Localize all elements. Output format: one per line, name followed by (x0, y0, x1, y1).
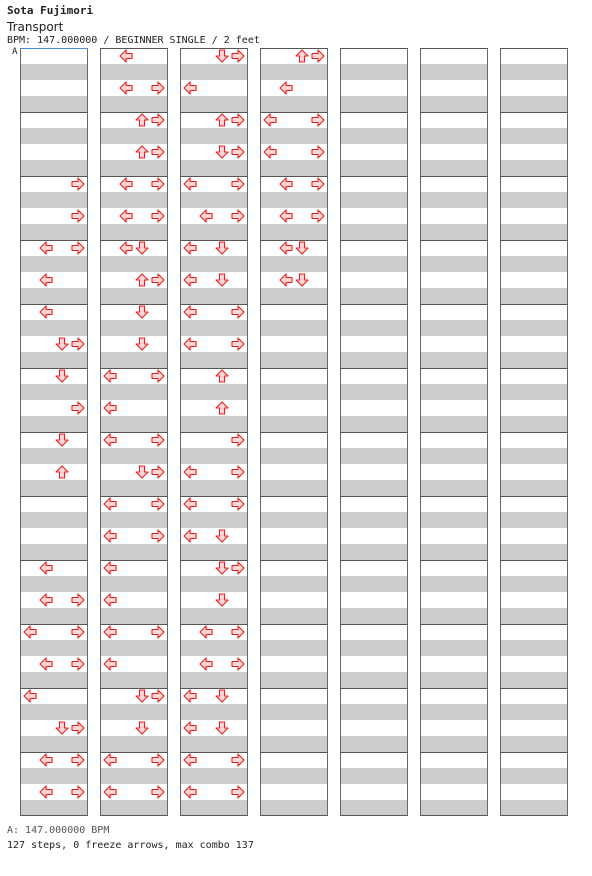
measure-line (341, 560, 407, 561)
measure-line (341, 432, 407, 433)
measure-line (21, 304, 87, 305)
down-arrow-icon (215, 721, 229, 735)
measure-line (341, 48, 407, 49)
measure-line (21, 112, 87, 113)
right-arrow-icon (151, 785, 165, 799)
right-arrow-icon (151, 465, 165, 479)
left-arrow-icon (183, 305, 197, 319)
measure-line (341, 176, 407, 177)
measure-line (421, 368, 487, 369)
up-arrow-icon (215, 369, 229, 383)
right-arrow-icon (311, 49, 325, 63)
left-arrow-icon (103, 753, 117, 767)
left-arrow-icon (183, 81, 197, 95)
measure-line (261, 624, 327, 625)
left-arrow-icon (199, 625, 213, 639)
right-arrow-icon (71, 721, 85, 735)
left-arrow-icon (183, 273, 197, 287)
measure-line (501, 176, 567, 177)
measure-line (501, 368, 567, 369)
bpm-legend: A: 147.000000 BPM (7, 825, 110, 836)
down-arrow-icon (295, 273, 309, 287)
left-arrow-icon (23, 689, 37, 703)
right-arrow-icon (71, 593, 85, 607)
right-arrow-icon (151, 689, 165, 703)
left-arrow-icon (39, 241, 53, 255)
measure-line (421, 624, 487, 625)
right-arrow-icon (231, 49, 245, 63)
right-arrow-icon (231, 561, 245, 575)
right-arrow-icon (231, 113, 245, 127)
right-arrow-icon (151, 529, 165, 543)
left-arrow-icon (279, 273, 293, 287)
measure-line (341, 624, 407, 625)
measure-line (421, 688, 487, 689)
measure-line (261, 752, 327, 753)
up-arrow-icon (135, 273, 149, 287)
measure-line (101, 304, 167, 305)
right-arrow-icon (151, 753, 165, 767)
down-arrow-icon (215, 689, 229, 703)
left-arrow-icon (103, 401, 117, 415)
left-arrow-icon (39, 785, 53, 799)
left-arrow-icon (103, 785, 117, 799)
measure-line (21, 432, 87, 433)
left-arrow-icon (39, 657, 53, 671)
measure-line (21, 368, 87, 369)
measure-line (261, 815, 327, 816)
measure-line (261, 432, 327, 433)
up-arrow-icon (135, 145, 149, 159)
right-arrow-icon (151, 177, 165, 191)
right-arrow-icon (231, 177, 245, 191)
left-arrow-icon (183, 785, 197, 799)
right-arrow-icon (151, 113, 165, 127)
left-arrow-icon (183, 529, 197, 543)
measure-line (501, 112, 567, 113)
measure-line (261, 368, 327, 369)
measure-line (21, 496, 87, 497)
left-arrow-icon (279, 241, 293, 255)
right-arrow-icon (151, 497, 165, 511)
left-arrow-icon (103, 561, 117, 575)
measure-line (261, 304, 327, 305)
measure-line (341, 688, 407, 689)
bpm-marker-label: A (12, 47, 18, 57)
left-arrow-icon (39, 753, 53, 767)
left-arrow-icon (103, 593, 117, 607)
measure-line (341, 815, 407, 816)
right-arrow-icon (231, 657, 245, 671)
measure-line (421, 560, 487, 561)
left-arrow-icon (183, 497, 197, 511)
measure-line (341, 752, 407, 753)
right-arrow-icon (231, 305, 245, 319)
measure-line (421, 48, 487, 49)
right-arrow-icon (311, 209, 325, 223)
up-arrow-icon (215, 113, 229, 127)
measure-line (181, 368, 247, 369)
left-arrow-icon (199, 209, 213, 223)
right-arrow-icon (71, 241, 85, 255)
up-arrow-icon (215, 401, 229, 415)
down-arrow-icon (215, 529, 229, 543)
measure-line (501, 304, 567, 305)
measure-line (501, 240, 567, 241)
right-arrow-icon (71, 209, 85, 223)
down-arrow-icon (135, 241, 149, 255)
left-arrow-icon (119, 209, 133, 223)
measure-line (501, 688, 567, 689)
measure-line (501, 560, 567, 561)
measure-line (261, 560, 327, 561)
down-arrow-icon (55, 721, 69, 735)
measure-line (421, 112, 487, 113)
right-arrow-icon (151, 273, 165, 287)
measure-line (501, 48, 567, 49)
measure-line (181, 815, 247, 816)
right-arrow-icon (231, 433, 245, 447)
right-arrow-icon (151, 145, 165, 159)
left-arrow-icon (183, 753, 197, 767)
right-arrow-icon (231, 497, 245, 511)
left-arrow-icon (103, 529, 117, 543)
right-arrow-icon (231, 753, 245, 767)
bpm-change-line (20, 48, 88, 49)
measure-line (421, 176, 487, 177)
left-arrow-icon (279, 209, 293, 223)
down-arrow-icon (135, 689, 149, 703)
right-arrow-icon (71, 177, 85, 191)
measure-line (421, 304, 487, 305)
left-arrow-icon (23, 625, 37, 639)
left-arrow-icon (119, 241, 133, 255)
right-arrow-icon (151, 209, 165, 223)
measure-line (421, 496, 487, 497)
down-arrow-icon (55, 433, 69, 447)
down-arrow-icon (215, 49, 229, 63)
right-arrow-icon (231, 625, 245, 639)
chart-column (500, 48, 568, 816)
right-arrow-icon (71, 753, 85, 767)
left-arrow-icon (279, 177, 293, 191)
down-arrow-icon (135, 337, 149, 351)
right-arrow-icon (311, 177, 325, 191)
right-arrow-icon (71, 337, 85, 351)
left-arrow-icon (263, 145, 277, 159)
measure-line (421, 752, 487, 753)
right-arrow-icon (71, 625, 85, 639)
measure-line (421, 432, 487, 433)
left-arrow-icon (183, 721, 197, 735)
right-arrow-icon (231, 209, 245, 223)
up-arrow-icon (55, 465, 69, 479)
chart-column (260, 48, 328, 816)
left-arrow-icon (119, 177, 133, 191)
left-arrow-icon (119, 81, 133, 95)
measure-line (421, 240, 487, 241)
right-arrow-icon (71, 401, 85, 415)
measure-line (261, 688, 327, 689)
right-arrow-icon (231, 145, 245, 159)
right-arrow-icon (151, 625, 165, 639)
measure-line (21, 560, 87, 561)
down-arrow-icon (295, 241, 309, 255)
right-arrow-icon (231, 337, 245, 351)
left-arrow-icon (119, 49, 133, 63)
up-arrow-icon (135, 113, 149, 127)
measure-line (101, 48, 167, 49)
measure-line (21, 815, 87, 816)
down-arrow-icon (135, 305, 149, 319)
chart-meta: BPM: 147.000000 / BEGINNER SINGLE / 2 feet (7, 35, 260, 46)
left-arrow-icon (39, 561, 53, 575)
measure-line (341, 240, 407, 241)
measure-line (501, 624, 567, 625)
left-arrow-icon (263, 113, 277, 127)
down-arrow-icon (215, 561, 229, 575)
left-arrow-icon (103, 433, 117, 447)
chart-column (100, 48, 168, 816)
measure-line (501, 432, 567, 433)
down-arrow-icon (135, 465, 149, 479)
left-arrow-icon (183, 177, 197, 191)
left-arrow-icon (183, 465, 197, 479)
chart-column (20, 48, 88, 816)
measure-line (341, 112, 407, 113)
down-arrow-icon (215, 241, 229, 255)
right-arrow-icon (151, 81, 165, 95)
right-arrow-icon (231, 465, 245, 479)
chart-column (340, 48, 408, 816)
left-arrow-icon (183, 241, 197, 255)
up-arrow-icon (295, 49, 309, 63)
left-arrow-icon (103, 657, 117, 671)
left-arrow-icon (183, 337, 197, 351)
down-arrow-icon (55, 337, 69, 351)
down-arrow-icon (215, 593, 229, 607)
measure-line (101, 815, 167, 816)
down-arrow-icon (215, 273, 229, 287)
artist-name: Sota Fujimori (7, 4, 94, 17)
left-arrow-icon (103, 497, 117, 511)
right-arrow-icon (311, 145, 325, 159)
measure-line (261, 240, 327, 241)
left-arrow-icon (183, 689, 197, 703)
measure-line (341, 496, 407, 497)
measure-line (501, 496, 567, 497)
measure-line (261, 496, 327, 497)
left-arrow-icon (103, 369, 117, 383)
right-arrow-icon (71, 657, 85, 671)
left-arrow-icon (39, 593, 53, 607)
left-arrow-icon (39, 273, 53, 287)
chart-column (420, 48, 488, 816)
left-arrow-icon (279, 81, 293, 95)
right-arrow-icon (311, 113, 325, 127)
left-arrow-icon (103, 625, 117, 639)
left-arrow-icon (39, 305, 53, 319)
measure-line (341, 368, 407, 369)
chart-column (180, 48, 248, 816)
song-title: Transport (7, 20, 64, 34)
measure-line (101, 240, 167, 241)
step-stats: 127 steps, 0 freeze arrows, max combo 137 (7, 840, 254, 851)
measure-line (501, 752, 567, 753)
down-arrow-icon (215, 145, 229, 159)
measure-line (501, 815, 567, 816)
down-arrow-icon (55, 369, 69, 383)
down-arrow-icon (135, 721, 149, 735)
right-arrow-icon (151, 369, 165, 383)
right-arrow-icon (71, 785, 85, 799)
right-arrow-icon (231, 785, 245, 799)
left-arrow-icon (199, 657, 213, 671)
measure-line (421, 815, 487, 816)
measure-line (341, 304, 407, 305)
right-arrow-icon (151, 433, 165, 447)
